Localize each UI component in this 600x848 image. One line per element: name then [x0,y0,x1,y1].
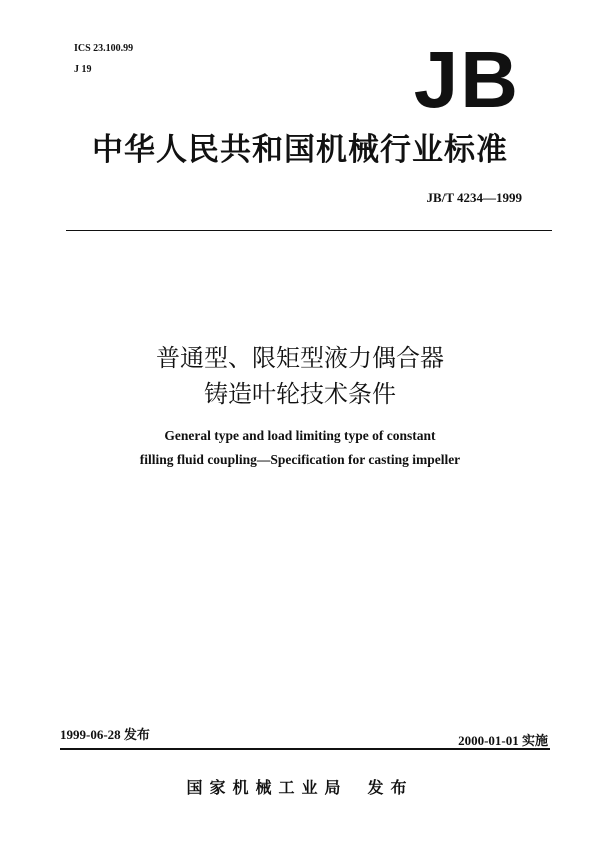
ccs-code: J 19 [74,64,92,75]
title-en-line2: filling fluid coupling—Specification for casting impeller [139,452,461,467]
publish-date: 1999-06-28 发布 [60,727,150,742]
title-en-line1: General type and load limiting type of constant [164,428,436,443]
title-cn-line1: 普通型、限矩型液力偶合器 [156,344,444,372]
standard-number: JB/T 4234—1999 [426,190,522,205]
issuer-action: 发布 [367,778,414,797]
implement-date: 2000-01-01 实施 [458,733,548,748]
header-divider [66,230,552,231]
jb-logo: JB [413,35,520,124]
footer-divider [60,748,550,750]
issuer-name: 国家机械工业局 [186,778,348,797]
issuer-line [0,775,600,798]
title-cn-line2: 铸造叶轮技术条件 [204,380,396,408]
organization-title: 中华人民共和国机械行业标准 [92,132,508,168]
ics-code: ICS 23.100.99 [74,43,134,54]
